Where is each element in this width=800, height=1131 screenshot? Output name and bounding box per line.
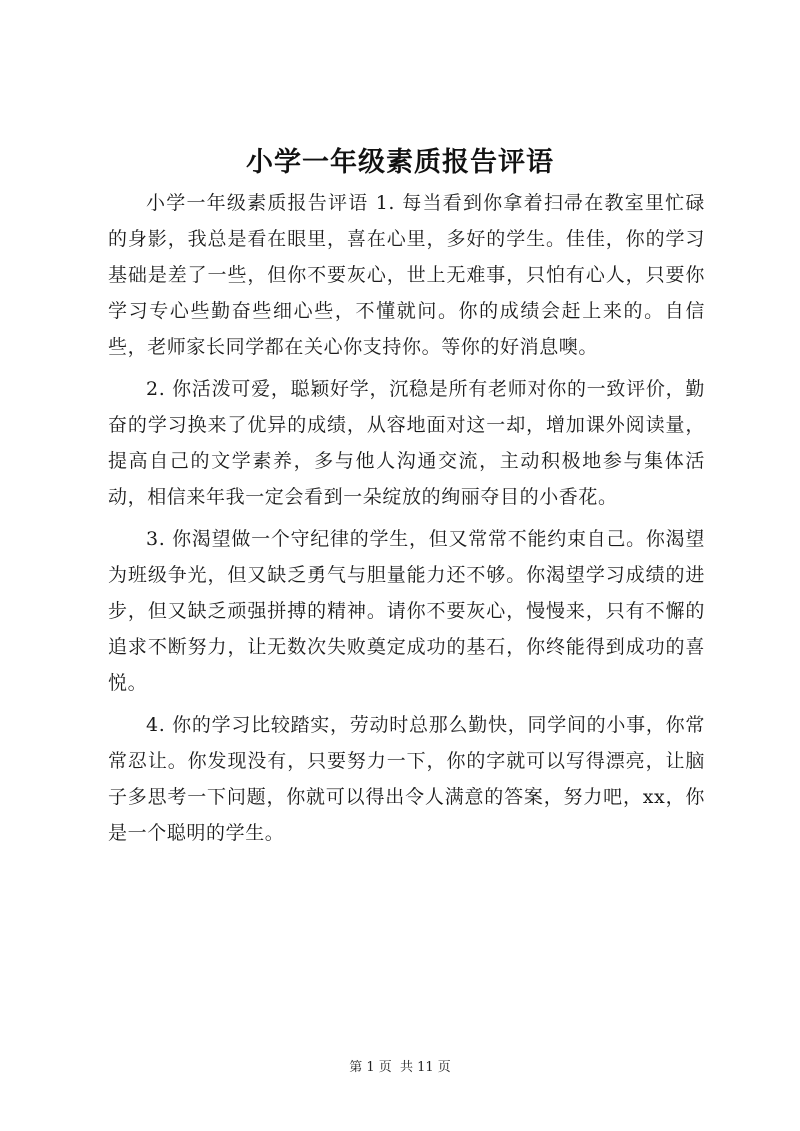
document-title: 小学一年级素质报告评语 [246, 147, 554, 178]
paragraph-4: 4. 你的学习比较踏实，劳动时总那么勤快，同学间的小事，你常常忍让。你发现没有，只要努力一下，你的字就可以写得漂亮，让脑子多思考一下问题，你就可以得出令人满意的答案，努力吧，xx，你是一个聪明的学生。 [108, 714, 705, 844]
document-body [108, 185, 705, 857]
paragraph-2: 2. 你活泼可爱，聪颖好学，沉稳是所有老师对你的一致评价，勤奋的学习换来了优异的成绩，从容地面对这一却，增加课外阅读量，提高自己的文学素养，多与他人沟通交流，主动积极地参与集体活动，相信来年我一定会看到一朵绽放的绚丽夺目的小香花。 [108, 378, 705, 508]
paragraph-3: 3. 你渴望做一个守纪律的学生，但又常常不能约束自己。你渴望为班级争光，但又缺乏勇气与胆量能力还不够。你渴望学习成绩的进步，但又缺乏顽强拼搏的精神。请你不要灰心，慢慢来，只有不懈的追求不断努力，让无数次失败奠定成功的基石，你终能得到成功的喜悦。 [108, 528, 705, 694]
paragraph-1: 小学一年级素质报告评语 1. 每当看到你拿着扫帚在教室里忙碌的身影，我总是看在眼里，喜在心里，多好的学生。佳佳，你的学习基础是差了一些，但你不要灰心，世上无难事，只怕有心人，只要你学习专心些勤奋些细心些，不懂就问。你的成绩会赶上来的。自信些，老师家长同学都在关心你支持你。等你的好消息噢。 [108, 192, 705, 358]
page-total: 共 11 页 [399, 1060, 451, 1075]
page-number: 第 1 页 [349, 1060, 392, 1075]
page-footer [0, 1056, 800, 1075]
